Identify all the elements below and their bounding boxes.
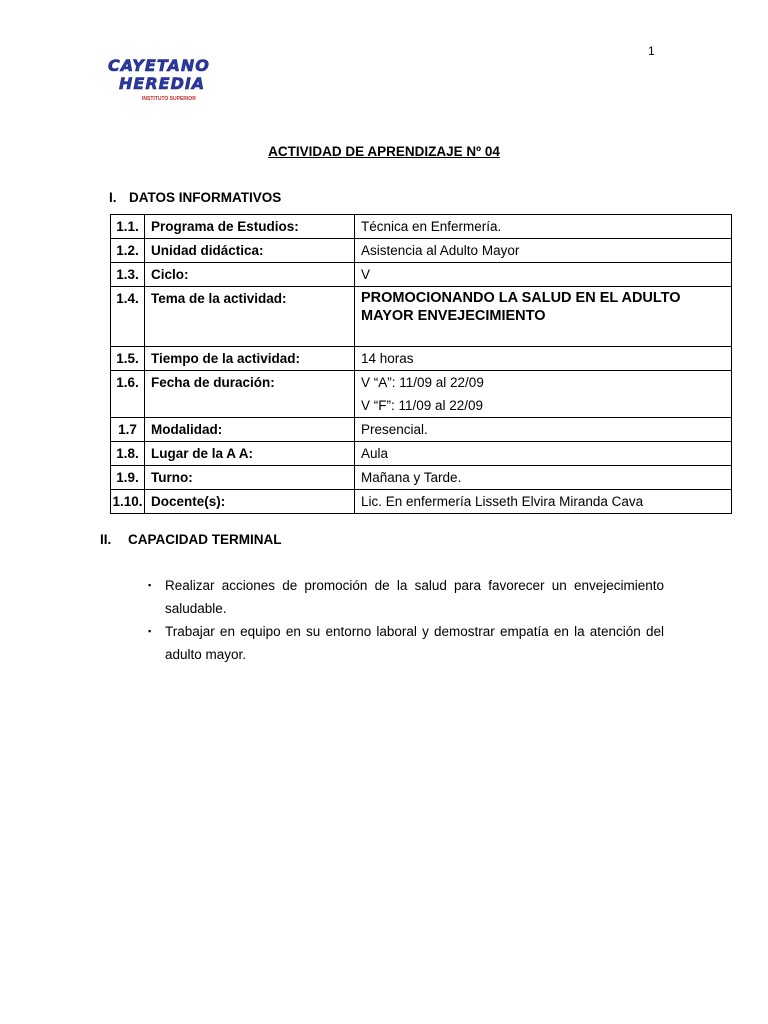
list-item bbox=[148, 620, 664, 666]
row-number: 1.7 bbox=[111, 418, 145, 442]
document-title: ACTIVIDAD DE APRENDIZAJE Nº 04 bbox=[268, 144, 500, 159]
table-row bbox=[111, 371, 732, 418]
table-row bbox=[111, 263, 732, 287]
row-label: Turno: bbox=[145, 466, 355, 490]
row-value: 14 horas bbox=[355, 347, 732, 371]
row-number: 1.2. bbox=[111, 239, 145, 263]
row-number: 1.9. bbox=[111, 466, 145, 490]
page-number: 1 bbox=[648, 44, 655, 58]
row-number: 1.1. bbox=[111, 215, 145, 239]
capacity-text: Realizar acciones de promoción de la salud para favorecer un envejecimiento saludable. bbox=[165, 578, 664, 616]
table-row bbox=[111, 466, 732, 490]
capacity-list bbox=[148, 574, 664, 666]
square-bullet-icon: ▪ bbox=[148, 626, 152, 636]
row-label: Fecha de duración: bbox=[145, 371, 355, 418]
table-row bbox=[111, 215, 732, 239]
table-row bbox=[111, 442, 732, 466]
row-label: Lugar de la A A: bbox=[145, 442, 355, 466]
section1-heading bbox=[109, 190, 281, 205]
topic-line1: PROMOCIONANDO LA SALUD EN EL ADULTO bbox=[361, 290, 681, 306]
row-value: Presencial. bbox=[355, 418, 732, 442]
square-bullet-icon: ▪ bbox=[148, 580, 152, 590]
institution-logo bbox=[106, 56, 220, 106]
table-row bbox=[111, 287, 732, 347]
capacity-text: Trabajar en equipo en su entorno laboral y demostrar empatía en la atención del adulto mayor. bbox=[165, 624, 664, 662]
logo-line2: HEREDIA bbox=[119, 74, 206, 93]
row-label: Ciclo: bbox=[145, 263, 355, 287]
table-row bbox=[111, 239, 732, 263]
date-line2: V “F”: 11/09 al 22/09 bbox=[361, 398, 484, 413]
row-label: Unidad didáctica: bbox=[145, 239, 355, 263]
row-value bbox=[355, 287, 732, 347]
date-line1: V “A”: 11/09 al 22/09 bbox=[361, 375, 484, 390]
row-number: 1.3. bbox=[111, 263, 145, 287]
info-table bbox=[110, 214, 732, 514]
row-value: Técnica en Enfermería. bbox=[355, 215, 732, 239]
row-number: 1.5. bbox=[111, 347, 145, 371]
row-value: Mañana y Tarde. bbox=[355, 466, 732, 490]
row-label: Docente(s): bbox=[145, 490, 355, 514]
row-number: 1.6. bbox=[111, 371, 145, 418]
row-value: V bbox=[355, 263, 732, 287]
table-row bbox=[111, 490, 732, 514]
list-item bbox=[148, 574, 664, 620]
row-value: Lic. En enfermería Lisseth Elvira Miranda Cava bbox=[355, 490, 732, 514]
section2-number: II. bbox=[100, 532, 112, 547]
table-row bbox=[111, 347, 732, 371]
row-value: Aula bbox=[355, 442, 732, 466]
section1-title: DATOS INFORMATIVOS bbox=[129, 190, 282, 205]
row-number: 1.8. bbox=[111, 442, 145, 466]
row-label: Programa de Estudios: bbox=[145, 215, 355, 239]
row-label: Tema de la actividad: bbox=[145, 287, 355, 347]
row-number: 1.10. bbox=[111, 490, 145, 514]
logo-subtitle: INSTITUTO SUPERIOR bbox=[142, 96, 196, 102]
row-label: Tiempo de la actividad: bbox=[145, 347, 355, 371]
topic-line2: MAYOR ENVEJECIMIENTO bbox=[361, 308, 546, 324]
section1-number: I. bbox=[109, 190, 117, 205]
table-row bbox=[111, 418, 732, 442]
row-value bbox=[355, 371, 732, 418]
row-number: 1.4. bbox=[111, 287, 145, 347]
section2-title: CAPACIDAD TERMINAL bbox=[128, 532, 282, 547]
section2-heading bbox=[100, 532, 282, 547]
logo-line1: CAYETANO bbox=[108, 56, 210, 75]
row-label: Modalidad: bbox=[145, 418, 355, 442]
row-value: Asistencia al Adulto Mayor bbox=[355, 239, 732, 263]
